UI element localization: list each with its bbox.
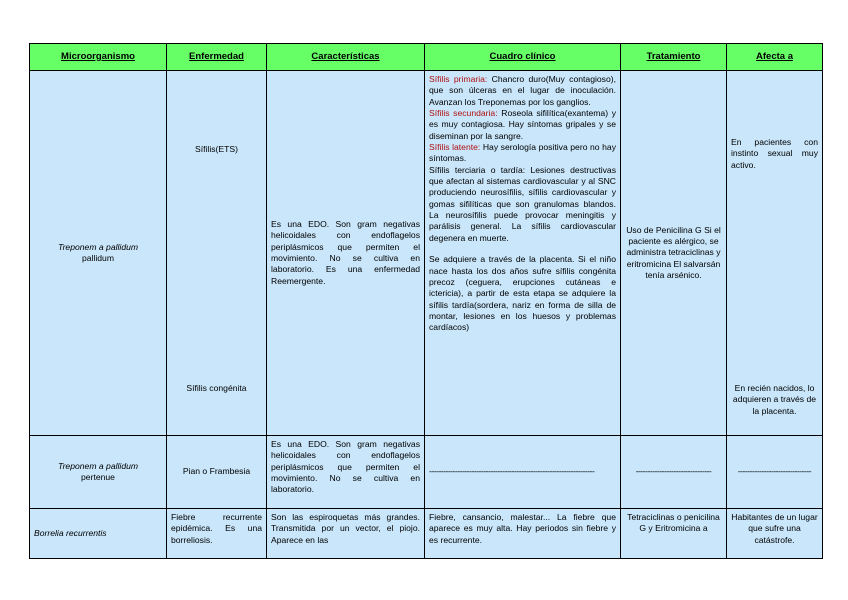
sifilis-terciaria: Sífilis terciaria o tardía: Lesiones destructivas que afectan al sistemas cardiovascular y al SNC produciendo neurosífilis, sífilis cardiovascular y gomas sifilíticas que son granulomas blandos. La neurosífilis puede provocar meningitis y parálisis general. La sífilis cardiovascular degenera en muerte. bbox=[429, 164, 616, 243]
sifilis-latente: Sífilis latente: Hay serología positiva pero no hay síntomas. bbox=[429, 142, 616, 164]
cell-cuadro-clinico: Fiebre, cansancio, malestar... La fiebre que aparece es muy alta. Hay periodos sin fiebre y es recurrente. bbox=[425, 509, 621, 559]
cell-cuadro-clinico: ---------------------------------------------------------------------- bbox=[425, 436, 621, 509]
enfermedad-sifilis: Sífilis(ETS) bbox=[195, 144, 238, 154]
cell-afecta-a: Habitantes de un lugar que sufre una catástrofe. bbox=[727, 509, 823, 559]
cell-afecta-a bbox=[727, 71, 823, 436]
diseases-table bbox=[29, 43, 823, 559]
afecta-recien-nacidos: En recién nacidos, lo adquieren a través de la placenta. bbox=[732, 382, 817, 416]
cell-microorganismo bbox=[30, 436, 167, 509]
cell-caracteristicas: Es una EDO. Son gram negativas helicoidales con endoflagelos periplásmicos que permiten el movimiento. No se cultiva en laboratorio. bbox=[267, 436, 425, 509]
table-row bbox=[30, 509, 823, 559]
cell-cuadro-clinico bbox=[425, 71, 621, 436]
cell-enfermedad: Fiebre recurrente epidémica. Es una borreliosis. bbox=[167, 509, 267, 559]
label-secundaria: Sífilis secundaria: bbox=[429, 108, 498, 119]
cell-enfermedad bbox=[167, 71, 267, 436]
cell-tratamiento: -------------------------------- bbox=[621, 436, 727, 509]
header-enfermedad: Enfermedad bbox=[167, 44, 267, 71]
sifilis-primaria: Sífilis primaria: Chancro duro(Muy contagioso), que son úlceras en el lugar de inoculación. Avanzan los Treponemas por los ganglios. bbox=[429, 74, 616, 107]
cell-microorganismo: Borrelia recurrentis bbox=[30, 509, 167, 559]
table-row bbox=[30, 436, 823, 509]
header-tratamiento: Tratamiento bbox=[621, 44, 727, 71]
header-caracteristicas: Características bbox=[267, 44, 425, 71]
header-cuadro-clinico: Cuadro clínico bbox=[425, 44, 621, 71]
cell-caracteristicas: Es una EDO. Son gram negativas helicoidales con endoflagelos periplásmicos que permiten el movimiento. No se cultiva en laboratorio. Es una enfermedad Reemergente. bbox=[267, 71, 425, 436]
cell-caracteristicas: Son las espiroquetas más grandes. Transmitida por un vector, el piojo. Aparece en las bbox=[267, 509, 425, 559]
cell-tratamiento: Uso de Penicilina G Si el paciente es alérgico, se administra tetraciclinas y eritromicina El salvarsán tenía arsénico. bbox=[621, 71, 727, 436]
header-afecta-a: Afecta a bbox=[727, 44, 823, 71]
micro-subspecies: pertenue bbox=[81, 472, 115, 482]
micro-name: Treponem a pallidum bbox=[57, 460, 139, 471]
header-row bbox=[30, 44, 823, 71]
sifilis-congenita-text: Se adquiere a través de la placenta. Si el niño nace hasta los dos años sufre sífilis congénita precoz (ceguera, erupciones cutáneas e ictericia), a partir de esta etapa se adquiere la sífilis tardía(sordera, nariz en forma de silla de montar, lesiones en los huesos y problemas cardíacos) bbox=[429, 254, 616, 333]
cell-tratamiento: Tetraciclinas o penicilina G y Eritromicina a bbox=[621, 509, 727, 559]
label-primaria: Sífilis primaria: bbox=[429, 74, 488, 84]
micro-subspecies: pallidum bbox=[81, 253, 114, 263]
cell-afecta-a: ------------------------------- bbox=[727, 436, 823, 509]
cell-enfermedad: Pian o Frambesia bbox=[167, 436, 267, 509]
cell-microorganismo bbox=[30, 71, 167, 436]
micro-name: Treponem a pallidum bbox=[57, 241, 139, 252]
header-microorganismo: Microorganismo bbox=[30, 44, 167, 71]
enfermedad-sifilis-congenita: Sífilis congénita bbox=[186, 382, 247, 393]
sifilis-secundaria: Sífilis secundaria: Roseola sifilítica(exantema) y es muy contagiosa. Hay síntomas gripales y se diseminan por la sangre. bbox=[429, 108, 616, 141]
label-latente: Sífilis latente: bbox=[429, 142, 481, 153]
afecta-pacientes: En pacientes con instinto sexual muy activo. bbox=[731, 137, 818, 170]
table-row bbox=[30, 71, 823, 436]
